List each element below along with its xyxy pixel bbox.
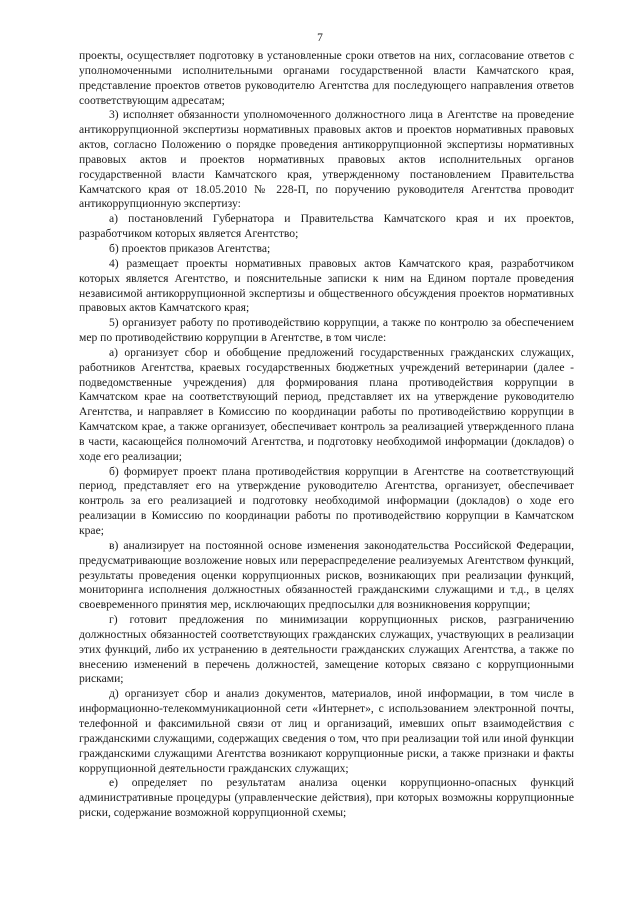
paragraph-subitem-d: д) организует сбор и анализ документов, материалов, иной информации, в том числе в информационно-телекоммуникационной сети «Интернет», с использованием электронной почты, телефонной и факсимильной связи от лиц и организаций, имевших опыт взаимодействия с гражданскими служащими, содержащих сведения о том, что при реализации той или иной функции гражданскими служащими Агентства возникают коррупционные риски, а также признаки и факты коррупционной деятельности гражданских служащих; — [79, 687, 574, 775]
page-number: 7 — [317, 32, 323, 44]
paragraph-subitem-a: а) постановлений Губернатора и Правительства Камчатского края и их проектов, разработчиком которых является Агентство; — [79, 212, 574, 241]
document-body — [79, 49, 574, 821]
paragraph-subitem-e: е) определяет по результатам анализа оценки коррупционно-опасных функций административные процедуры (управленческие действия), при которых возможны коррупционные риски, содержание возможной коррупционной схемы; — [79, 776, 574, 820]
paragraph-subitem-a: а) организует сбор и обобщение предложений государственных гражданских служащих, работников Агентства, краевых государственных бюджетных учреждений ветеринарии (далее - подведомственные учреждения) для формирования плана противодействия коррупции в Камчатском крае на соответствующий период, представляет их на утверждение руководителю Агентства, и направляет в Комиссию по координации работы по противодействию коррупции в Камчатском крае, а также организует, обеспечивает контроль за реализацией утвержденного плана в части, касающейся полномочий Агентства, и подготовку необходимой информации (докладов) о ходе его реализации; — [79, 345, 574, 463]
paragraph-subitem-v: в) анализирует на постоянной основе изменения законодательства Российской Федерации, предусматривающие возложение новых или перераспределение реализуемых Агентством функций, результаты проведения оценки коррупционных рисков, возникающих при реализации функций, мониторинга исполнения должностных обязанностей гражданскими служащими и т.д., в целях своевременного принятия мер, исключающих предпосылки для возникновения коррупции; — [79, 538, 574, 612]
paragraph-subitem-b: б) формирует проект плана противодействия коррупции в Агентстве на соответствующий период, представляет его на утверждение руководителю Агентства, организует, обеспечивает контроль за его реализацией и подготовку необходимой информации (докладов) о ходе его реализации в Комиссию по координации работы по противодействию коррупции в Камчатском крае; — [79, 464, 574, 537]
paragraph-item-5: 5) организует работу по противодействию коррупции, а также по контролю за обеспечением мер по противодействию коррупции в Агентстве, в том числе: — [79, 316, 574, 345]
paragraph-continuation: проекты, осуществляет подготовку в установленные сроки ответов на них, согласование ответов с уполномоченными исполнительными органами государственной власти Камчатского края, представление проектов ответов руководителю Агентства для последующего направления ответов соответствующим адресатам; — [79, 49, 574, 107]
paragraph-subitem-g: г) готовит предложения по минимизации коррупционных рисков, разграничению должностных обязанностей соответствующих гражданских служащих, участвующих в реализации этих функций, либо их устранению в деятельности гражданских служащих Агентства, а также по внесению изменений в перечень должностей, замещение которых связано с коррупционными рисками; — [79, 613, 574, 686]
paragraph-item-3: 3) исполняет обязанности уполномоченного должностного лица в Агентстве на проведение антикоррупционной экспертизы нормативных правовых актов и проектов нормативных правовых актов, согласно Положению о порядке проведения антикоррупционной экспертизы нормативных правовых актов и проектов нормативных правовых актов исполнительных органов государственной власти Камчатского края, утвержденному постановлением Правительства Камчатского края от 18.05.2010 № 228-П, по поручению руководителя Агентства проводит антикоррупционную экспертизу: — [79, 108, 574, 211]
paragraph-item-4: 4) размещает проекты нормативных правовых актов Камчатского края, разработчиком которых является Агентство, и пояснительные записки к ним на Едином портале проведения независимой антикоррупционной экспертизы и общественного обсуждения проектов нормативных правовых актов Камчатского края; — [79, 256, 574, 315]
paragraph-subitem-b: б) проектов приказов Агентства; — [109, 241, 271, 255]
